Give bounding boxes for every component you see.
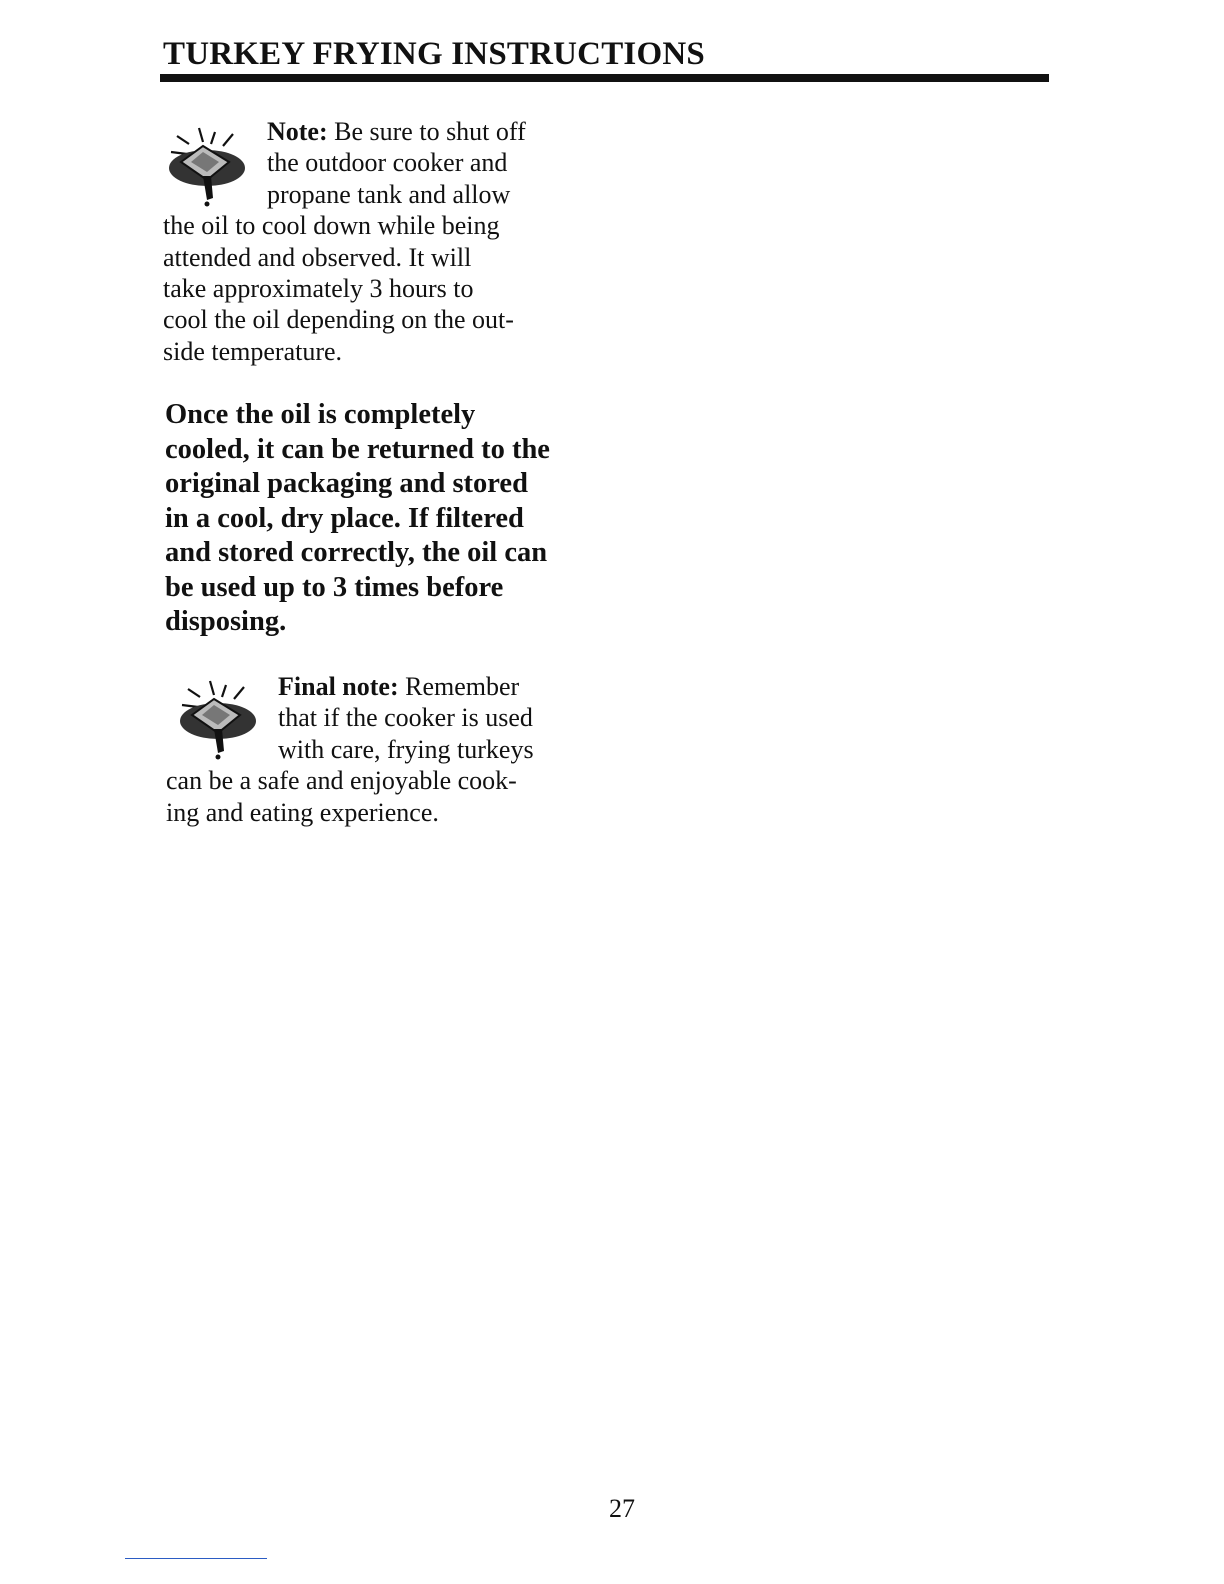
storage-text: Once the oil is completely (165, 399, 476, 430)
page-number: 27 (609, 1494, 635, 1523)
note-block (163, 116, 603, 367)
note-label: Note: (267, 117, 328, 146)
storage-text: and stored correctly, the oil can (165, 537, 548, 568)
header-rule (160, 74, 1049, 82)
note-text: ing and eating experience. (166, 797, 439, 827)
light-bulb-icon (166, 671, 278, 763)
note-text: the outdoor cooker and (267, 148, 508, 178)
storage-text: disposing. (165, 606, 287, 637)
note-text: with care, frying turkeys (278, 734, 534, 764)
storage-text: be used up to 3 times before (165, 571, 504, 603)
note-text: the oil to cool down while being (163, 211, 500, 241)
storage-text: cooled, it can be returned to the (165, 433, 550, 465)
note-text: can be a safe and enjoyable cook- (166, 766, 517, 796)
note-text: propane tank and allow (267, 179, 511, 209)
final-note-label: Final note: (278, 672, 399, 701)
note-text: side temperature. (163, 336, 343, 366)
storage-text: original packaging and stored (165, 468, 528, 499)
final-note-block (166, 671, 606, 828)
page-title: TURKEY FRYING INSTRUCTIONS (163, 36, 705, 72)
note-text: that if the cooker is used (278, 703, 533, 733)
footer-rule (125, 1558, 267, 1559)
note-text: cool the oil depending on the out- (163, 305, 514, 335)
light-bulb-icon (163, 118, 267, 210)
note-text: attended and observed. It will (163, 242, 472, 272)
storage-text: in a cool, dry place. If filtered (165, 502, 524, 534)
note-text: Be sure to shut off (327, 117, 526, 146)
note-text: Remember (398, 672, 520, 701)
storage-paragraph (165, 398, 605, 640)
note-text: take approximately 3 hours to (163, 274, 474, 304)
